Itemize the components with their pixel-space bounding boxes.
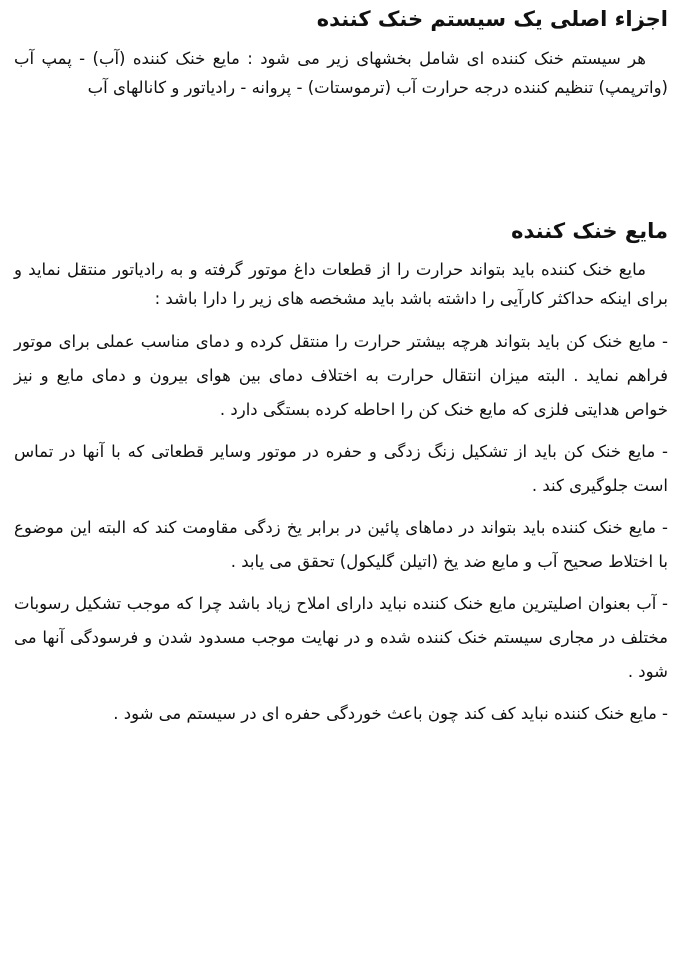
list-item-heat-transfer: - مایع خنک کن باید بتواند هرچه بیشتر حرارت را منتقل کرده و دمای مناسب عملی برای موتور فراهم نماید . البته میزان انتقال حرارت به اختلاف دمای بین هوای بیرون و دمای مایع و نیز خواص هدایتی فلزی که مایع خنک کن را احاطه کرده بستگی دارد .: [14, 332, 668, 419]
section-coolant: [14, 216, 668, 731]
list-item-freeze-resistance: - مایع خنک کننده باید بتواند در دماهای پائین در برابر یخ زدگی مقاومت کند که البته این موضوع با اختلاط صحیح آب و مایع ضد یخ (اتیلن گلیکول) تحقق می یابد .: [14, 518, 668, 571]
section-heading-coolant: مایع خنک کننده: [511, 219, 668, 243]
list-item-mineral-content: - آب بعنوان اصلیترین مایع خنک کننده نباید دارای املاح زیاد باشد چرا که موجب تشکیل رسوبات مختلف در مجاری سیستم خنک کننده شده و در نهایت موجب مسدود شدن و فرسودگی آنها می شود .: [14, 594, 668, 681]
paragraph-coolant-intro: مایع خنک کننده باید بتواند حرارت را از قطعات داغ موتور گرفته و به رادیاتور منتقل نماید و برای اینکه حداکثر کارآیی را داشته باشد باید مشخصه های زیر را دارا باشد :: [14, 260, 668, 308]
paragraph-components-list: هر سیستم خنک کننده ای شامل بخشهای زیر می شود : مایع خنک کننده (آب) - پمپ آب (واترپمپ) تنظیم کننده درجه حرارت آب (ترموستات) - پروانه - رادیاتور و کانالهای آب: [14, 49, 668, 97]
list-item-no-foaming: - مایع خنک کننده نباید کف کند چون باعث خوردگی حفره ای در سیستم می شود .: [113, 704, 668, 723]
list-item-rust-prevention: - مایع خنک کن باید از تشکیل زنگ زدگی و حفره در موتور وسایر قطعاتی که با آنها در تماس است جلوگیری کند .: [14, 442, 668, 495]
section-main-components: [14, 4, 668, 102]
section-heading-main-components: اجزاء اصلی یک سیستم خنک کننده: [316, 7, 668, 31]
